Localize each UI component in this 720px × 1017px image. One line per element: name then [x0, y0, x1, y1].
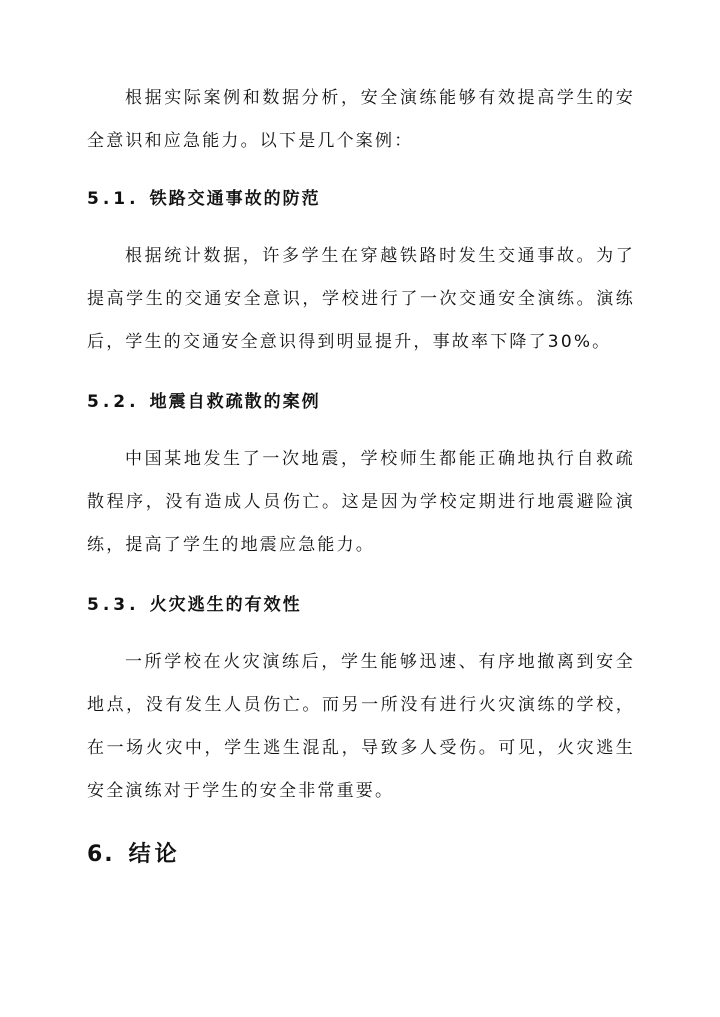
section-5-2-body: 中国某地发生了一次地震，学校师生都能正确地执行自救疏散程序，没有造成人员伤亡。这是因为学校定期进行地震避险演练，提高了学生的地震应急能力。: [87, 449, 635, 555]
section-5-3-body: 一所学校在火灾演练后，学生能够迅速、有序地撤离到安全地点，没有发生人员伤亡。而另一所没有进行火灾演练的学校，在一场火灾中，学生逃生混乱，导致多人受伤。可见，火灾逃生安全演练对于学生的安全非常重要。: [87, 652, 635, 801]
section-number: 5.2.: [87, 392, 140, 412]
conclusion-title: 结论: [128, 842, 181, 867]
section-5-1-heading: [87, 187, 321, 211]
section-title: 火灾逃生的有效性: [149, 595, 302, 615]
conclusion-heading: [87, 840, 181, 870]
intro-paragraph: 根据实际案例和数据分析，安全演练能够有效提高学生的安全意识和应急能力。以下是几个案例：: [87, 88, 635, 151]
section-number: 5.1.: [87, 189, 140, 209]
section-5-3-heading: [87, 593, 302, 617]
section-number: 5.3.: [87, 595, 140, 615]
section-5-2-heading: [87, 390, 321, 414]
section-title: 铁路交通事故的防范: [149, 189, 321, 209]
section-5-1-body: 根据统计数据，许多学生在穿越铁路时发生交通事故。为了提高学生的交通安全意识，学校进行了一次交通安全演练。演练后，学生的交通安全意识得到明显提升，事故率下降了30%。: [87, 246, 635, 352]
conclusion-number: 6.: [87, 842, 115, 867]
section-title: 地震自救疏散的案例: [149, 392, 321, 412]
